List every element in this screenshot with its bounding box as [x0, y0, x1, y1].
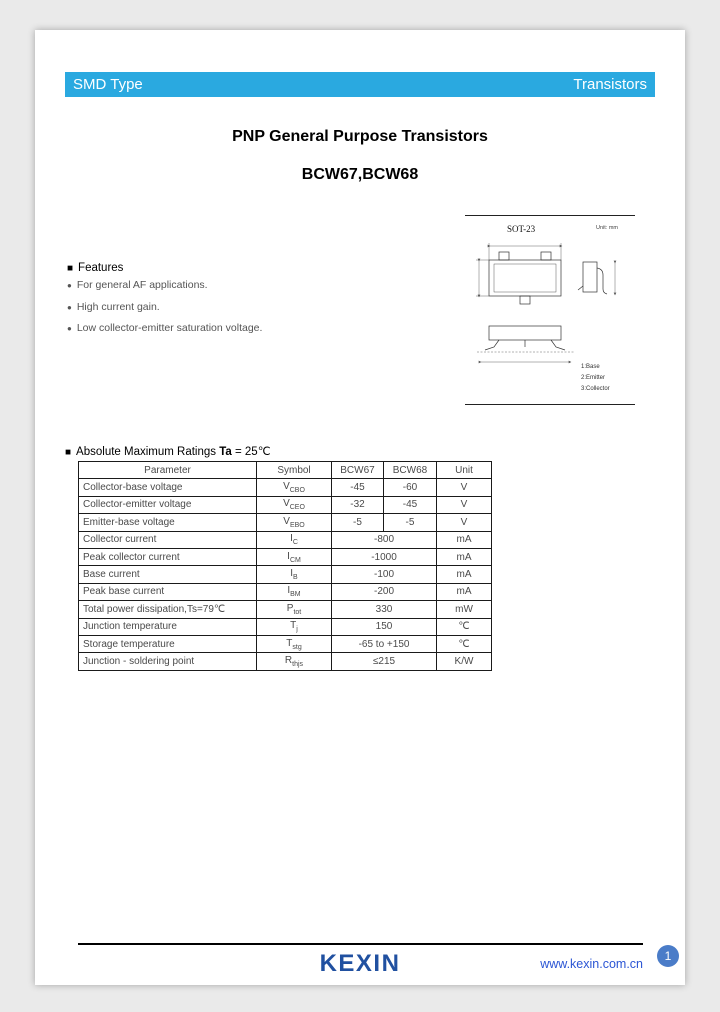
- unit-cell: V: [437, 496, 492, 513]
- table-row: [79, 548, 492, 565]
- unit-cell: V: [437, 479, 492, 496]
- table-row: [79, 601, 492, 618]
- datasheet-page: [35, 30, 685, 985]
- ratings-heading: ■ Absolute Maximum Ratings Ta = 25℃: [65, 446, 271, 458]
- kexin-logo: KEXIN: [319, 950, 401, 977]
- table-row: [79, 583, 492, 600]
- parameter-cell: Junction - soldering point: [79, 653, 257, 670]
- ratings-table: [78, 461, 492, 671]
- feature-item: ● High current gain.: [67, 300, 160, 313]
- value-cell: -1000: [332, 548, 437, 565]
- symbol-cell: $V_{CBO}$: [257, 479, 332, 496]
- symbol-cell: $V_{CEO}$: [257, 496, 332, 513]
- ratings-table-body: [79, 479, 492, 670]
- feature-item: ● For general AF applications.: [67, 279, 208, 291]
- bcw68-cell: -45: [384, 496, 437, 513]
- bullet-icon: ●: [67, 324, 72, 333]
- unit-cell: mA: [437, 583, 492, 600]
- ratings-table-wrap: [78, 461, 474, 671]
- features-section: [67, 262, 387, 339]
- side-view-outline: [578, 262, 615, 294]
- unit-cell: K/W: [437, 653, 492, 670]
- value-cell: -100: [332, 566, 437, 583]
- value-cell: 150: [332, 618, 437, 635]
- symbol-cell: $I_C$: [257, 531, 332, 548]
- header-bcw67: BCW67: [332, 462, 384, 479]
- square-marker-icon: ■: [67, 263, 74, 274]
- parameter-cell: Collector-emitter voltage: [79, 496, 257, 513]
- header-parameter: Parameter: [79, 462, 257, 479]
- bcw68-cell: -60: [384, 479, 437, 496]
- symbol-cell: $V_{EBO}$: [257, 514, 332, 531]
- bcw67-cell: -45: [332, 479, 384, 496]
- symbol-cell: $I_{CM}$: [257, 548, 332, 565]
- symbol-cell: $R_{thjs}$: [257, 653, 332, 670]
- pin-label-collector: 3:Collector: [581, 386, 610, 392]
- value-cell: ≤215: [332, 653, 437, 670]
- value-cell: -65 to +150: [332, 635, 437, 652]
- parameter-cell: Total power dissipation,Ts=79℃: [79, 601, 257, 618]
- parameter-cell: Base current: [79, 566, 257, 583]
- square-marker-icon: ■: [65, 447, 72, 458]
- value-cell: 330: [332, 601, 437, 618]
- top-view-outline: [489, 252, 561, 304]
- symbol-cell: $I_{BM}$: [257, 583, 332, 600]
- unit-cell: mA: [437, 566, 492, 583]
- header-right-label: Transistors: [573, 76, 647, 93]
- unit-cell: mW: [437, 601, 492, 618]
- pin-labels: [581, 364, 610, 392]
- parameter-cell: Storage temperature: [79, 635, 257, 652]
- table-row: [79, 479, 492, 496]
- symbol-cell: $T_{stg}$: [257, 635, 332, 652]
- table-row: [79, 653, 492, 670]
- pin-label-emitter: 2:Emitter: [581, 375, 606, 381]
- sot23-package-drawing: [465, 216, 633, 402]
- bullet-icon: ●: [67, 281, 72, 290]
- symbol-cell: $P_{tot}$: [257, 601, 332, 618]
- parameter-cell: Collector-base voltage: [79, 479, 257, 496]
- page-number-badge: [657, 945, 679, 967]
- header-bar: [65, 72, 655, 97]
- pin-label-base: 1:Base: [581, 364, 600, 370]
- header-unit: Unit: [437, 462, 492, 479]
- features-heading: ■ Features: [67, 262, 124, 274]
- unit-note-label: Unit: mm: [596, 225, 618, 231]
- unit-cell: V: [437, 514, 492, 531]
- front-view-outline: [477, 326, 575, 362]
- value-cell: -800: [332, 531, 437, 548]
- feature-item: ● Low collector-emitter saturation voltage.: [67, 322, 263, 334]
- table-row: [79, 531, 492, 548]
- table-row: [79, 496, 492, 513]
- header-symbol: Symbol: [257, 462, 332, 479]
- page-number: 1: [664, 949, 672, 963]
- bcw68-cell: -5: [384, 514, 437, 531]
- part-numbers: BCW67,BCW68: [301, 166, 419, 183]
- unit-cell: mA: [437, 531, 492, 548]
- parameter-cell: Collector current: [79, 531, 257, 548]
- bcw67-cell: -32: [332, 496, 384, 513]
- parameter-cell: Peak base current: [79, 583, 257, 600]
- unit-cell: mA: [437, 548, 492, 565]
- website-link[interactable]: www.kexin.com.cn: [540, 957, 643, 971]
- value-cell: -200: [332, 583, 437, 600]
- bullet-icon: ●: [67, 302, 72, 312]
- parameter-cell: Emitter-base voltage: [79, 514, 257, 531]
- table-row: [79, 635, 492, 652]
- symbol-cell: $T_j$: [257, 618, 332, 635]
- symbol-cell: $I_B$: [257, 566, 332, 583]
- table-row: [79, 618, 492, 635]
- table-row: [79, 514, 492, 531]
- header-bcw68: BCW68: [384, 462, 437, 479]
- footer-rule: [78, 943, 643, 945]
- unit-cell: ℃: [437, 635, 492, 652]
- package-drawing-figure: [465, 215, 635, 405]
- page-title: PNP General Purpose Transistors: [232, 128, 488, 145]
- parameter-cell: Peak collector current: [79, 548, 257, 565]
- parameter-cell: Junction temperature: [79, 618, 257, 635]
- table-row: [79, 566, 492, 583]
- unit-cell: ℃: [437, 618, 492, 635]
- header-left-label: SMD Type: [73, 76, 143, 93]
- bcw67-cell: -5: [332, 514, 384, 531]
- table-header-row: [79, 462, 492, 479]
- package-name-label: SOT-23: [507, 224, 536, 234]
